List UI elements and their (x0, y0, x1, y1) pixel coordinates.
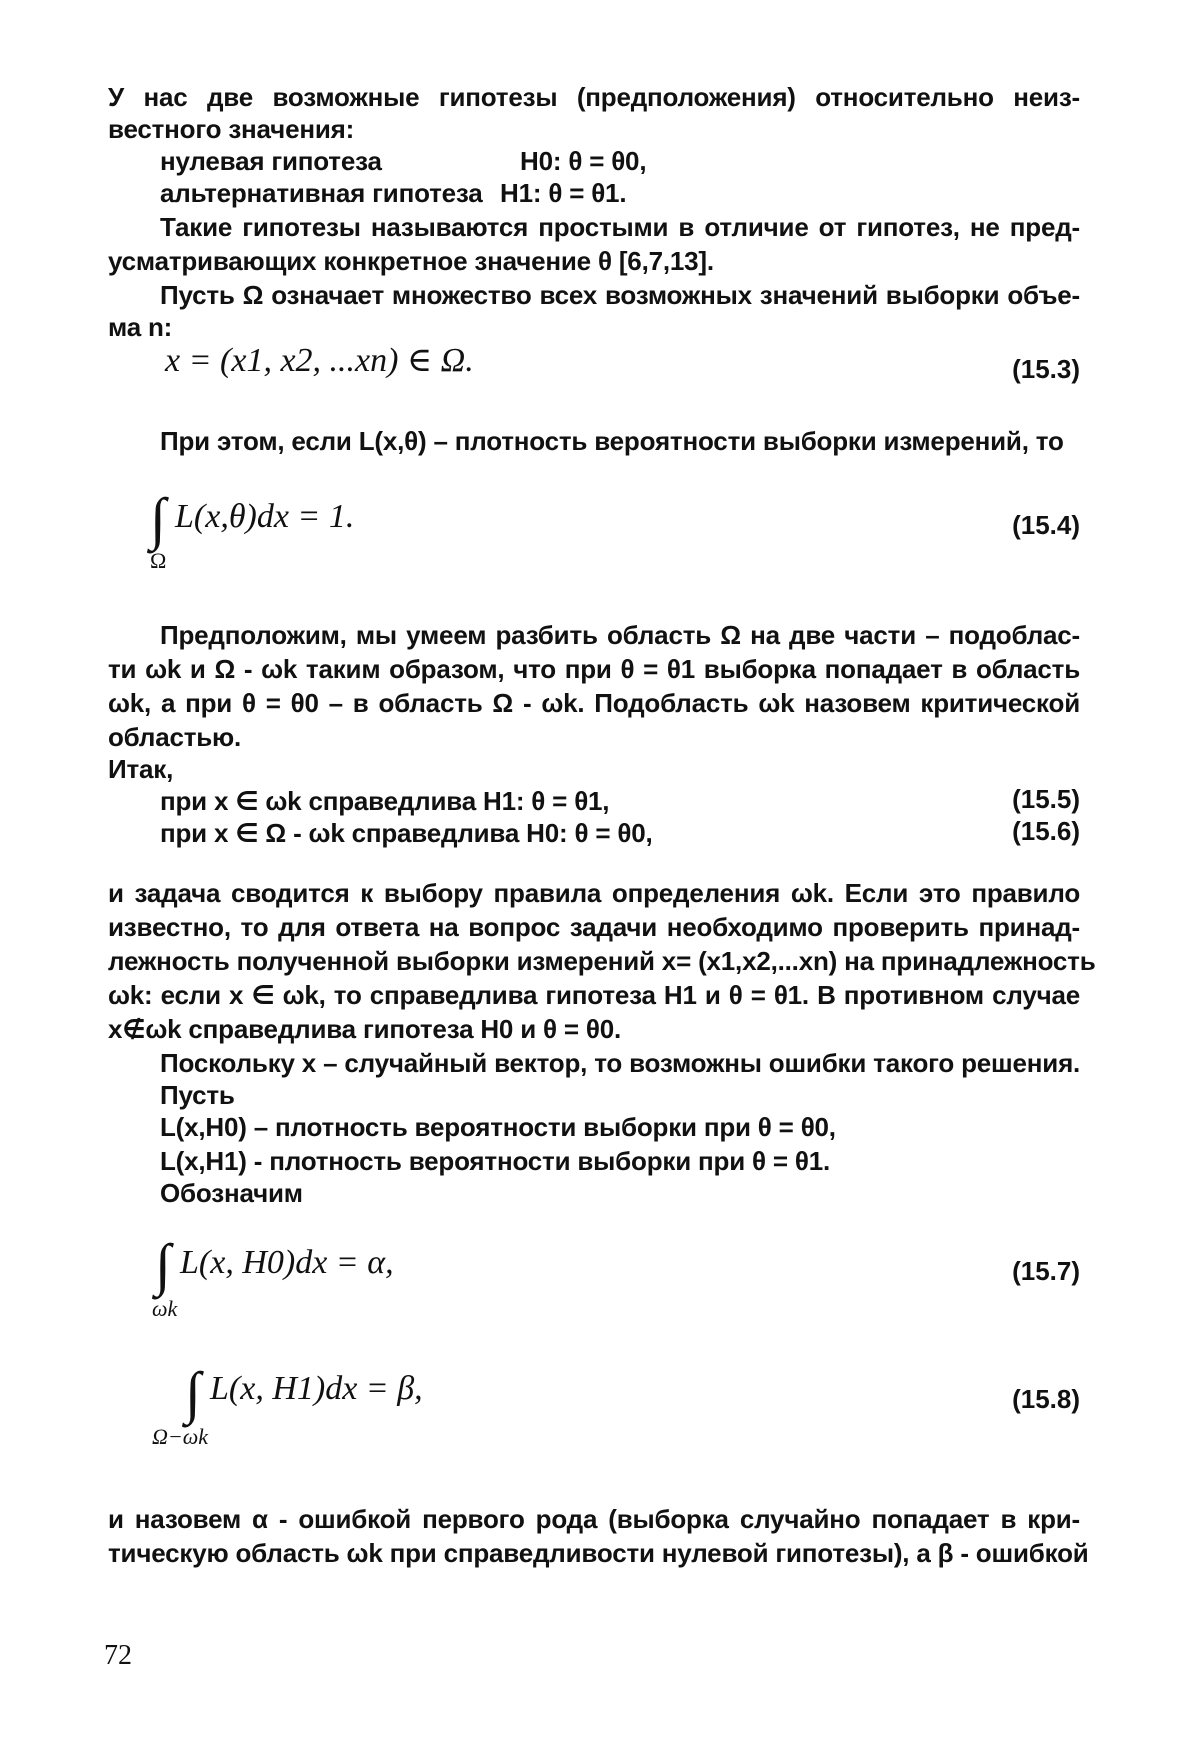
text-line: тическую область ωk при справедливости нулевой гипотезы), а β - ошибкой (108, 1538, 1089, 1568)
text-line: При этом, если L(x,θ) – плотность вероятности выборки измерений, то (160, 426, 1064, 456)
text-line: Пусть Ω означает множество всех возможных значений выборки объе- (160, 280, 1080, 310)
text-line: Итак, (108, 754, 174, 784)
text-line: областью. (108, 722, 242, 752)
text-line: L(x,Н1) - плотность вероятности выборки при θ = θ1. (160, 1146, 831, 1176)
text-line: Такие гипотезы называются простыми в отличие от гипотез, не пред- (160, 212, 1080, 242)
text-line: ти ωk и Ω - ωk таким образом, что при θ = θ1 выборка попадает в область (108, 654, 1080, 684)
alt-hypothesis-line (160, 176, 1080, 210)
page-number: 72 (104, 1640, 132, 1671)
text-line: У нас две возможные гипотезы (предположения) относительно неиз- (108, 82, 1080, 112)
text-line: ωk, а при θ = θ0 – в область Ω - ωk. Подобласть ωk назовем критической (108, 688, 1080, 718)
text-line: L(x,Н0) – плотность вероятности выборки при θ = θ0, (160, 1112, 836, 1142)
alt-hypothesis-label: альтернативная гипотеза (160, 178, 483, 208)
null-hypothesis-expr: Н0: θ = θ0, (520, 146, 647, 176)
equation-number: (15.6) (1012, 816, 1080, 846)
integral-sign: ∫ (150, 486, 166, 551)
equation-15-8: L(x, H1)dx = β, (210, 1370, 423, 1407)
text-line: Пусть (160, 1080, 235, 1110)
text-line: при x ∈ ωk справедлива Н1: θ = θ1, (160, 786, 610, 816)
text-line: ма n: (108, 312, 173, 342)
integral-lower-limit: ωk (152, 1296, 178, 1321)
equation-15-7: L(x, H0)dx = α, (180, 1244, 394, 1281)
equation-number: (15.4) (1012, 510, 1080, 540)
integral-sign: ∫ (185, 1360, 201, 1425)
text-line: Поскольку x – случайный вектор, то возможны ошибки такого решения. (160, 1048, 1081, 1078)
text-line: лежность полученной выборки измерений x= (x1,x2,...xn) на принадлежность (108, 946, 1096, 976)
null-hypothesis-line (160, 144, 1080, 178)
text-line: при x ∈ Ω - ωk справедлива Н0: θ = θ0, (160, 818, 653, 848)
text-line: и назовем α - ошибкой первого рода (выборка случайно попадает в кри- (108, 1504, 1080, 1534)
equation-15-3: x = (x1, x2, ...xn) ∈ Ω. (165, 342, 474, 379)
equation-number: (15.5) (1012, 784, 1080, 814)
text-line: ωk: если x ∈ ωk, то справедлива гипотеза Н1 и θ = θ1. В противном случае (108, 980, 1080, 1010)
equation-15-4: L(x,θ)dx = 1. (175, 498, 355, 535)
equation-number: (15.8) (1012, 1384, 1080, 1414)
integral-lower-limit: Ω (150, 548, 167, 573)
alt-hypothesis-expr: Н1: θ = θ1. (500, 178, 627, 208)
equation-number: (15.7) (1012, 1256, 1080, 1286)
text-line: x∉ωk справедлива гипотеза Н0 и θ = θ0. (108, 1014, 622, 1044)
text-line: вестного значения: (108, 114, 355, 144)
text-line: и задача сводится к выбору правила определения ωk. Если это правило (108, 878, 1080, 908)
integral-lower-limit: Ω−ωk (152, 1424, 209, 1449)
equation-number: (15.3) (1012, 354, 1080, 384)
text-line: усматривающих конкретное значение θ [6,7,13]. (108, 246, 714, 276)
text-line: Предположим, мы умеем разбить область Ω на две части – подоблас- (160, 620, 1080, 650)
null-hypothesis-label: нулевая гипотеза (160, 146, 382, 176)
integral-sign: ∫ (155, 1232, 171, 1297)
text-line: Обозначим (160, 1178, 303, 1208)
text-line: известно, то для ответа на вопрос задачи необходимо проверить принад- (108, 912, 1080, 942)
